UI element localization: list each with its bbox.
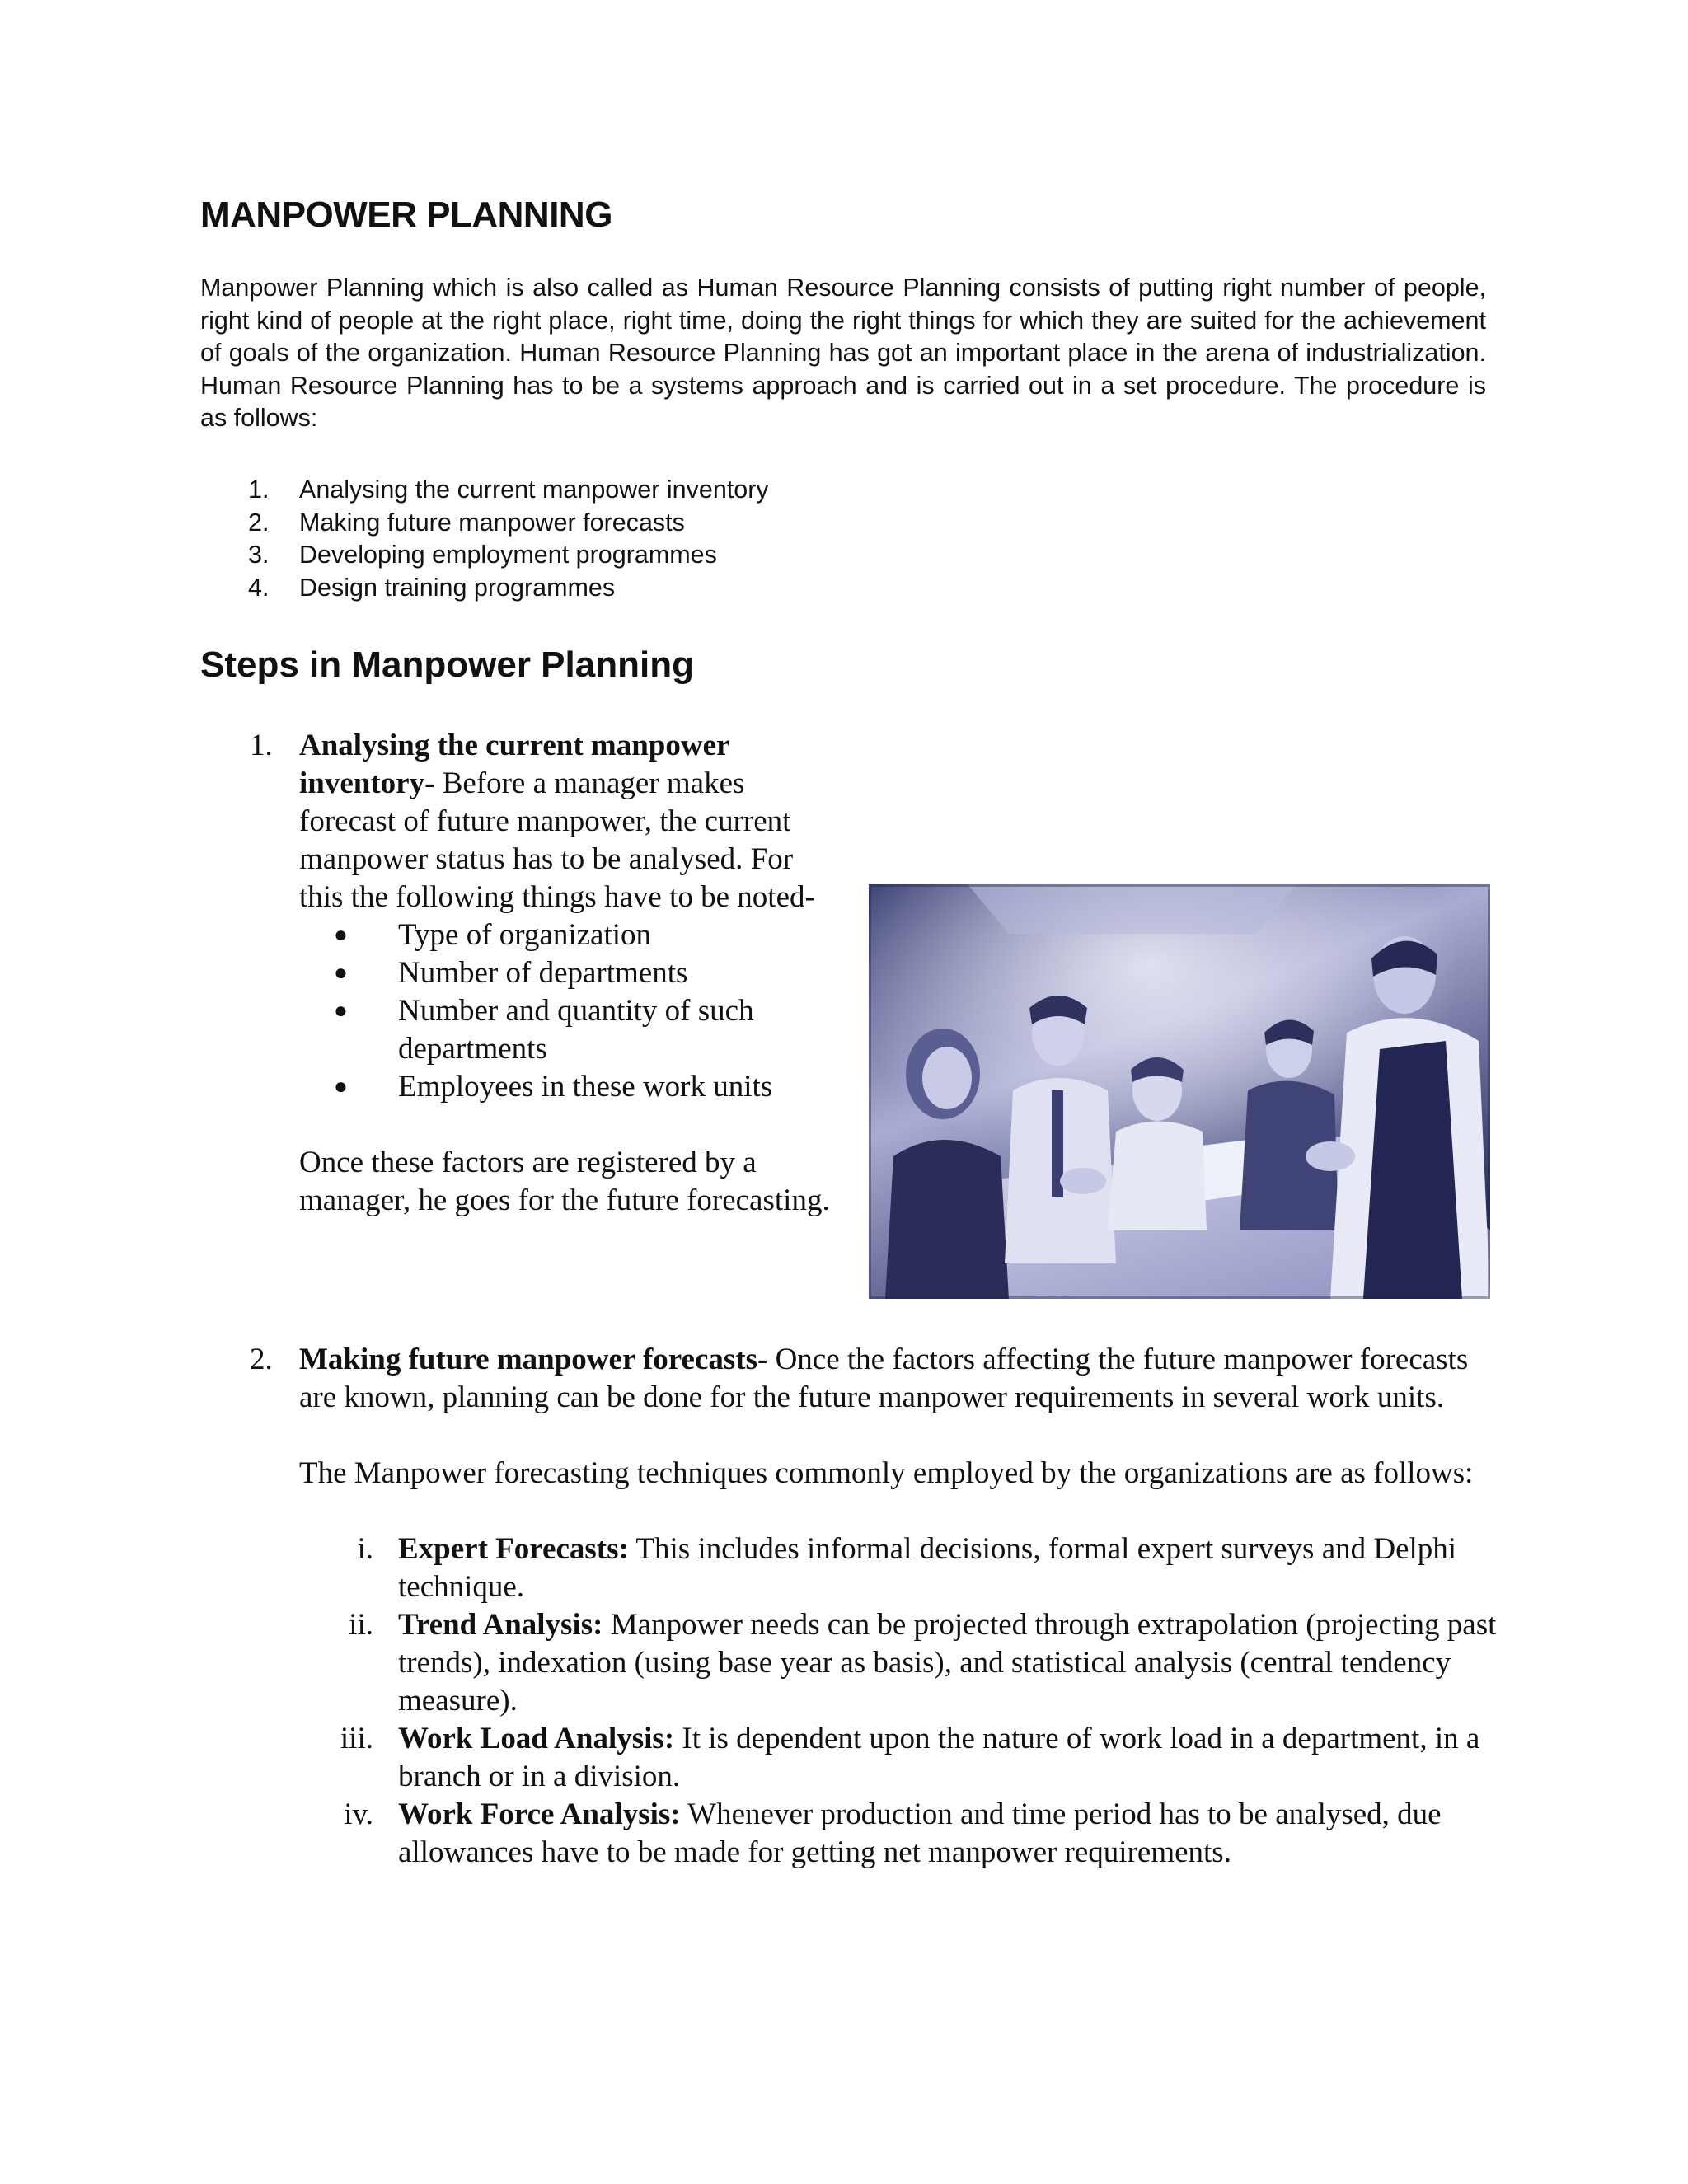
list-item-text: Design training programmes [299,573,616,602]
list-number: 3. [248,541,270,569]
bullet-icon: ● [334,1074,348,1099]
list-number: 2. [248,508,270,537]
list-number: iii. [340,1722,373,1755]
list-item [299,916,843,954]
technique-text: Whenever production and time period has to be analysed, due allowances have to be made for getting net manpower requirements. [398,1797,1442,1869]
techniques-intro: The Manpower forecasting techniques commonly employed by the organizations are as follows: [299,1456,1474,1490]
section-heading: Steps in Manpower Planning [200,644,694,685]
page-title: MANPOWER PLANNING [200,194,612,235]
step-2-paragraph [299,1341,1503,1417]
bullet-icon: ● [334,998,348,1024]
technique-name: Expert Forecasts: [398,1532,629,1566]
list-item [299,1720,1503,1796]
list-item [299,1068,843,1106]
technique-text: Manpower needs can be projected through extrapolation (projecting past trends), indexation (using base year as basis), and statistical analysis (central tendency measure). [398,1608,1497,1718]
list-item-text: Analysing the current manpower inventory [299,476,769,504]
list-item [200,539,769,572]
list-item [200,507,769,540]
list-item [299,1530,1503,1606]
step-1-closing: Once these factors are registered by a manager, he goes for the future forecasting. [299,1146,830,1217]
list-item [299,954,843,992]
team-meeting-photo [869,884,1490,1299]
list-item-text: Making future manpower forecasts [299,508,685,537]
photo-illustration [869,884,1490,1299]
step-number: 1. [250,729,273,762]
technique-name: Work Load Analysis: [398,1722,675,1755]
list-item-text: Developing employment programmes [299,541,717,569]
list-item-text: Number of departments [398,956,688,990]
intro-paragraph: Manpower Planning which is also called as Human Resource Planning consists of putting right number of people, right kind of people at the right place, right time, doing the right things for which they are suited for the achievement of goals of the organization. Human Resource Planning has got an important place in the arena of industrialization. Human Resource Planning has to be a systems approach and is carried out in a set procedure. The procedure is as follows: [200,274,1486,432]
bullet-icon: ● [334,922,348,948]
list-item [299,992,843,1068]
list-number: i. [357,1532,373,1566]
list-item [200,572,769,605]
bullet-icon: ● [334,960,348,986]
list-number: 1. [248,476,270,504]
step-2 [200,1341,1503,1872]
technique-name: Work Force Analysis: [398,1797,681,1831]
step-1 [200,727,843,1220]
step-2-heading: Making future manpower forecasts- [299,1343,768,1376]
step-1-heading: Analysing the current manpower inventory- [299,729,729,800]
list-number: iv. [344,1797,373,1831]
list-item [200,474,769,507]
technique-text: This includes informal decisions, formal expert surveys and Delphi technique. [398,1532,1457,1604]
factor-list [299,916,843,1106]
step-1-text: Before a manager makes forecast of future manpower, the current manpower status has to be analysed. For this the following things have to be noted- [299,766,815,914]
step-number: 2. [250,1343,273,1376]
list-item [299,1606,1503,1720]
list-item [299,1796,1503,1872]
list-item-text: Type of organization [398,918,652,952]
list-number: ii. [349,1608,373,1642]
list-item-text: Employees in these work units [398,1070,773,1104]
technique-name: Trend Analysis: [398,1608,603,1642]
procedure-list [200,474,769,604]
techniques-list [299,1530,1503,1872]
step-2-text: Once the factors affecting the future manpower forecasts are known, planning can be done for the future manpower requirements in several work units. [299,1343,1469,1414]
step-1-paragraph [299,727,843,916]
list-number: 4. [248,573,270,602]
technique-text: It is dependent upon the nature of work load in a department, in a branch or in a division. [398,1722,1480,1793]
list-item-text: Number and quantity of such departments [398,994,754,1066]
